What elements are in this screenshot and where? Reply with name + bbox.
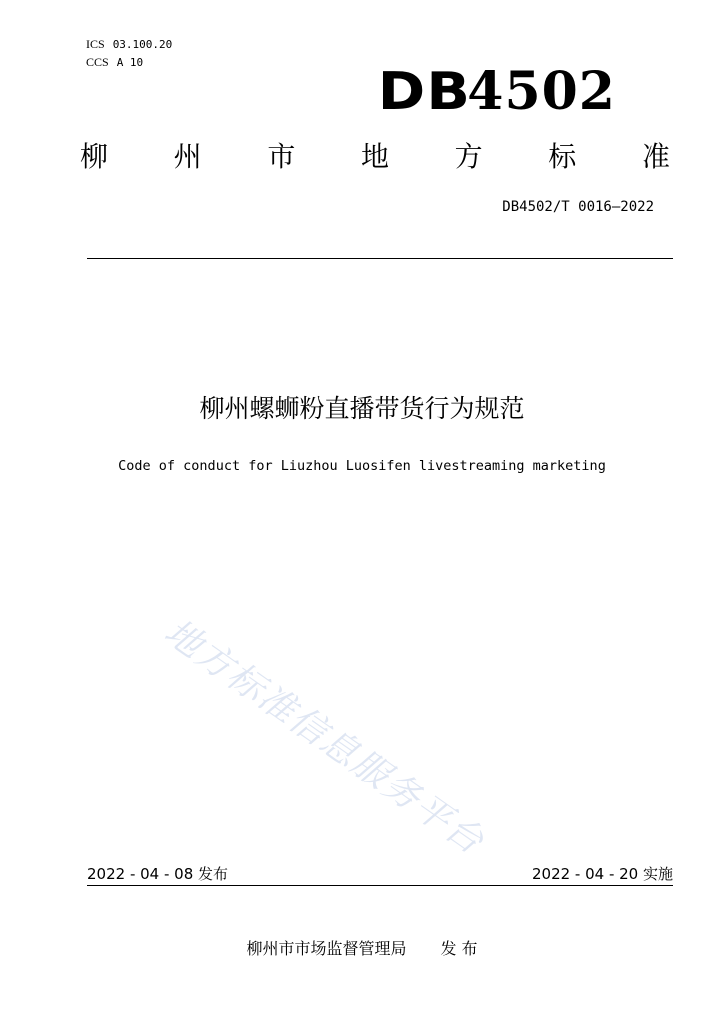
bottom-divider xyxy=(87,885,673,886)
standard-type-char: 州 xyxy=(173,140,202,173)
ccs-label: CCS xyxy=(86,55,109,69)
standard-type-char: 准 xyxy=(641,140,670,173)
standard-number: DB4502/T 0016—2022 xyxy=(502,199,654,215)
ics-code: 03.100.20 xyxy=(112,38,173,51)
ics-line xyxy=(86,37,172,52)
ics-label: ICS xyxy=(86,37,105,51)
ccs-code: A 10 xyxy=(116,56,144,69)
title-english: Code of conduct for Liuzhou Luosifen livestreaming marketing xyxy=(118,458,606,474)
standard-type-char: 柳 xyxy=(80,140,109,173)
db-region-number: 4502 xyxy=(467,61,616,122)
standard-type-char: 市 xyxy=(267,140,296,173)
watermark: 地方标准信息服务平台 xyxy=(156,611,492,864)
ccs-line xyxy=(86,55,143,70)
standard-type-char: 方 xyxy=(454,140,483,173)
implementation-date: 2022 - 04 - 20 实施 xyxy=(531,865,673,883)
standard-type-heading xyxy=(80,140,670,174)
standard-type-char: 地 xyxy=(360,140,389,173)
db-logo xyxy=(378,61,616,122)
top-divider xyxy=(87,258,673,259)
publisher-line xyxy=(0,936,724,959)
standard-type-char: 标 xyxy=(548,140,577,173)
publish-action: 发 布 xyxy=(440,939,478,958)
db-mark: DB xyxy=(378,62,472,122)
issue-date: 2022 - 04 - 08 发布 xyxy=(87,865,229,883)
publisher-name: 柳州市市场监督管理局 xyxy=(246,939,407,958)
title-chinese: 柳州螺蛳粉直播带货行为规范 xyxy=(199,394,525,423)
